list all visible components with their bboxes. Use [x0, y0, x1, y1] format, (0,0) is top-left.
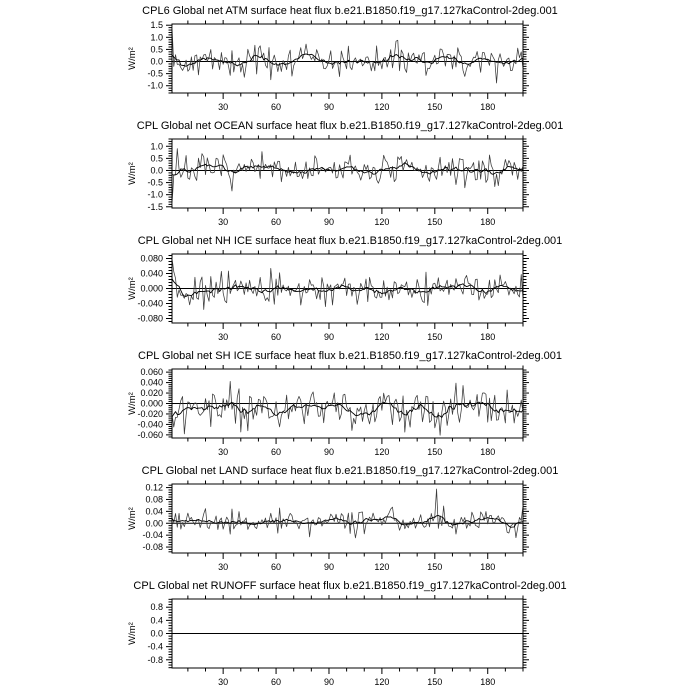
series-line [172, 489, 523, 538]
panel-sh-ice [0, 348, 700, 463]
y-tick-label: -0.060 [137, 429, 163, 440]
y-tick-label: 0.08 [145, 494, 163, 505]
y-tick-label: 0.12 [145, 482, 163, 493]
plot-nh-ice [0, 250, 700, 348]
y-tick-label: 0.0 [150, 56, 163, 67]
x-tick-label: 60 [271, 677, 282, 687]
y-tick-label: 0.0 [150, 628, 163, 639]
y-tick-label: -0.5 [147, 68, 163, 79]
x-tick-label: 180 [480, 677, 496, 687]
x-tick-label: 180 [480, 332, 496, 342]
y-tick-label: 0.080 [140, 253, 163, 264]
y-tick-label: -1.0 [147, 189, 163, 200]
x-tick-label: 30 [218, 447, 229, 457]
panel-title-nh-ice: CPL Global net NH ICE surface heat flux b.e21.B1850.f19_g17.127kaControl-2deg.001 [137, 235, 563, 247]
panel-atm [0, 3, 700, 118]
x-tick-label: 90 [323, 447, 334, 457]
panel-runoff [0, 578, 700, 693]
y-tick-label: -1.0 [147, 80, 163, 91]
series-line [172, 258, 523, 310]
x-tick-label: 120 [374, 447, 390, 457]
x-tick-label: 60 [271, 102, 282, 112]
y-tick-label: -0.4 [147, 641, 163, 652]
x-tick-label: 150 [427, 332, 443, 342]
y-tick-label: -0.5 [147, 177, 163, 188]
x-tick-label: 180 [480, 217, 496, 227]
y-tick-label: 0.4 [150, 615, 163, 626]
panel-title-sh-ice: CPL Global net SH ICE surface heat flux b.e21.B1850.f19_g17.127kaControl-2deg.001 [138, 350, 562, 362]
y-tick-label: 0.040 [140, 377, 163, 388]
plot-atm [0, 20, 700, 118]
x-tick-label: 180 [480, 447, 496, 457]
plot-ocean [0, 135, 700, 233]
x-tick-label: 30 [218, 677, 229, 687]
y-tick-label: 0.5 [150, 153, 163, 164]
x-tick-label: 60 [271, 332, 282, 342]
x-tick-label: 150 [427, 677, 443, 687]
x-tick-label: 180 [480, 562, 496, 572]
plot-runoff [0, 595, 700, 693]
y-tick-label: 0.00 [145, 518, 163, 529]
y-tick-label: 1.0 [150, 141, 163, 152]
series-line [172, 149, 523, 206]
plot-sh-ice [0, 365, 700, 463]
y-tick-label: 0.000 [140, 398, 163, 409]
x-tick-label: 150 [427, 562, 443, 572]
x-tick-label: 30 [218, 332, 229, 342]
x-tick-label: 90 [323, 217, 334, 227]
x-tick-label: 120 [374, 102, 390, 112]
plot-land [0, 480, 700, 578]
y-axis-label: W/m² [127, 507, 138, 530]
x-tick-label: 60 [271, 217, 282, 227]
x-tick-label: 150 [427, 217, 443, 227]
x-tick-label: 180 [480, 102, 496, 112]
y-tick-label: -0.080 [137, 313, 163, 324]
y-tick-label: -0.04 [142, 530, 163, 541]
y-tick-label: 0.040 [140, 268, 163, 279]
x-tick-label: 120 [374, 217, 390, 227]
panel-title-ocean: CPL Global net OCEAN surface heat flux b.e21.B1850.f19_g17.127kaControl-2deg.001 [136, 120, 564, 132]
y-tick-label: 1.5 [150, 20, 163, 31]
y-axis-label: W/m² [127, 392, 138, 415]
x-tick-label: 90 [323, 562, 334, 572]
series-line [172, 25, 523, 83]
y-axis-label: W/m² [127, 162, 138, 185]
panel-ocean [0, 118, 700, 233]
x-tick-label: 30 [218, 562, 229, 572]
y-tick-label: 0.020 [140, 388, 163, 399]
x-tick-label: 90 [323, 677, 334, 687]
y-tick-label: 0.8 [150, 602, 163, 613]
x-tick-label: 60 [271, 562, 282, 572]
y-tick-label: 0.000 [140, 283, 163, 294]
x-tick-label: 120 [374, 332, 390, 342]
series-line [172, 381, 523, 435]
y-tick-label: 0.5 [150, 44, 163, 55]
y-tick-label: -0.020 [137, 408, 163, 419]
y-axis-label: W/m² [127, 622, 138, 645]
y-tick-label: -0.040 [137, 298, 163, 309]
y-axis-label: W/m² [127, 277, 138, 300]
y-tick-label: -0.8 [147, 654, 163, 665]
y-tick-label: 1.0 [150, 32, 163, 43]
y-axis-label: W/m² [127, 47, 138, 70]
panel-nh-ice [0, 233, 700, 348]
y-tick-label: 0.060 [140, 367, 163, 378]
x-tick-label: 150 [427, 447, 443, 457]
y-tick-label: -0.040 [137, 419, 163, 430]
x-tick-label: 120 [374, 562, 390, 572]
x-tick-label: 90 [323, 102, 334, 112]
panel-title-atm: CPL6 Global net ATM surface heat flux b.e21.B1850.f19_g17.127kaControl-2deg.001 [142, 5, 558, 17]
panel-land [0, 463, 700, 578]
x-tick-label: 30 [218, 102, 229, 112]
panel-title-runoff: CPL Global net RUNOFF surface heat flux b.e21.B1850.f19_g17.127kaControl-2deg.001 [133, 580, 567, 592]
panel-title-land: CPL Global net LAND surface heat flux b.e21.B1850.f19_g17.127kaControl-2deg.001 [141, 465, 559, 477]
x-tick-label: 60 [271, 447, 282, 457]
x-tick-label: 120 [374, 677, 390, 687]
plot-frame [172, 139, 523, 208]
y-tick-label: 0.04 [145, 506, 163, 517]
y-tick-label: -0.08 [142, 542, 163, 553]
x-tick-label: 90 [323, 332, 334, 342]
y-tick-label: 0.0 [150, 165, 163, 176]
x-tick-label: 30 [218, 217, 229, 227]
y-tick-label: -1.5 [147, 201, 163, 212]
x-tick-label: 150 [427, 102, 443, 112]
